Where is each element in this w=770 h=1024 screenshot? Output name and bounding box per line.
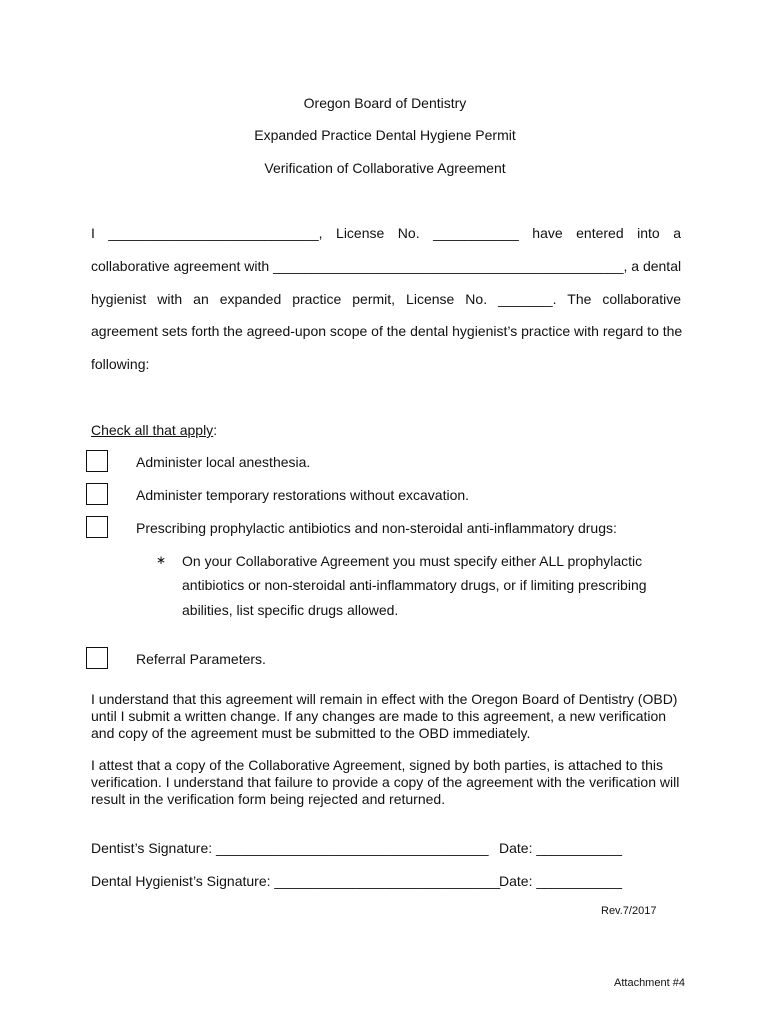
document-title: Verification of Collaborative Agreement: [264, 160, 506, 176]
hygienist-signature-field[interactable]: Dental Hygienist’s Signature: _____________________________: [91, 873, 501, 889]
hygienist-date-field[interactable]: Date: ___________: [499, 873, 622, 889]
label-prescribing: Prescribing prophylactic antibiotics and non-steroidal anti-inflammatory drugs:: [136, 520, 617, 536]
attachment-label: Attachment #4: [614, 977, 685, 989]
checkbox-temporary-restorations[interactable]: [86, 483, 108, 505]
bullet-line-1: On your Collaborative Agreement you must specify either ALL prophylactic: [182, 553, 643, 569]
asterisk-bullet-icon: ∗: [156, 553, 167, 567]
permit-title: Expanded Practice Dental Hygiene Permit: [254, 127, 516, 143]
dentist-name-blank[interactable]: I ___________________________,: [91, 225, 323, 241]
checkbox-prescribing[interactable]: [86, 516, 108, 538]
attestation-statement: I attest that a copy of the Collaborative Agreement, signed by both parties, is attached to this verification. I understand that failure to provide a copy of the agreement with the verification will result in the verification form being rejected and returned.: [91, 757, 680, 807]
bullet-line-2: antibiotics or non-steroidal anti-inflammatory drugs, or if limiting prescribing: [182, 577, 647, 593]
dentist-date-field[interactable]: Date: ___________: [499, 840, 622, 856]
label-local-anesthesia: Administer local anesthesia.: [136, 454, 311, 470]
hygienist-license-blank[interactable]: _______.: [498, 291, 557, 307]
revision-label: Rev.7/2017: [601, 905, 657, 917]
intro-line-4: agreement sets forth the agreed-upon scope of the dental hygienist’s practice with regard to the: [91, 323, 683, 339]
bullet-line-3: abilities, list specific drugs allowed.: [182, 602, 399, 618]
label-referral-parameters: Referral Parameters.: [136, 651, 266, 667]
intro-line-5: following:: [91, 356, 150, 372]
intro-line-2: collaborative agreement with _____________________________________________, a dental: [91, 258, 682, 274]
board-title: Oregon Board of Dentistry: [303, 95, 467, 111]
agreement-statement: I understand that this agreement will remain in effect with the Oregon Board of Dentistry (OBD) until I submit a written change. If any changes are made to this agreement, a new verification and copy of the agreement must be submitted to the OBD immediately.: [91, 691, 678, 741]
checkbox-local-anesthesia[interactable]: [86, 450, 108, 472]
label-temporary-restorations: Administer temporary restorations without excavation.: [136, 487, 470, 503]
dentist-license-blank[interactable]: ___________: [433, 225, 519, 241]
intro-line-3: hygienist with an expanded practice permit, License No. _______. The collaborative: [91, 291, 681, 307]
checklist-heading: Check all that apply:: [91, 422, 218, 438]
intro-line-1: I ___________________________, License No. ___________ have entered into a: [91, 225, 682, 241]
hygienist-name-blank[interactable]: _____________________________________________, a dental: [273, 258, 682, 274]
checkbox-referral-parameters[interactable]: [86, 647, 108, 669]
dentist-signature-field[interactable]: Dentist’s Signature: ___________________________________: [91, 840, 489, 856]
